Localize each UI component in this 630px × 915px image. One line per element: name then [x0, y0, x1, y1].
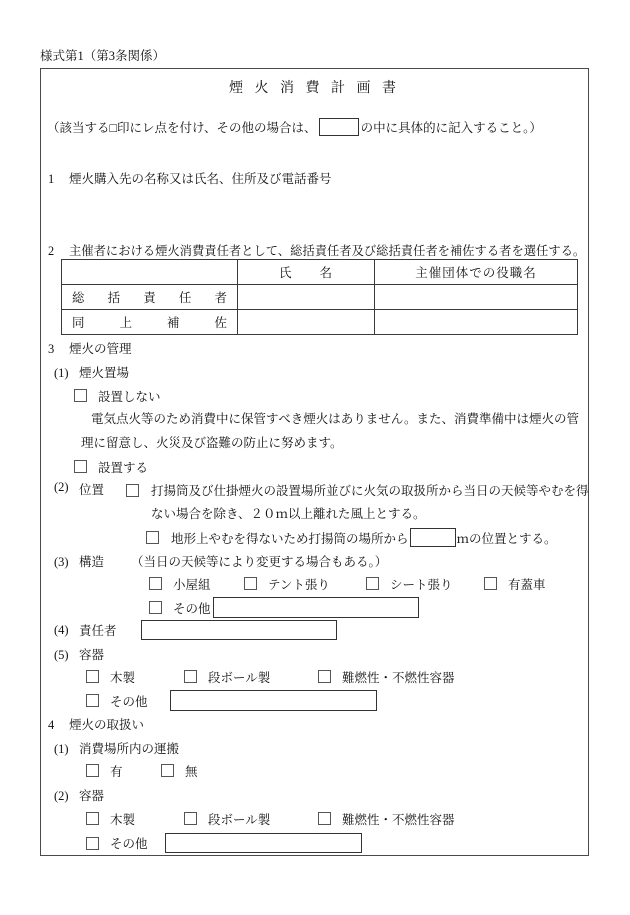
no-storage-option	[74, 387, 161, 405]
section-1-number: 1	[48, 172, 55, 186]
fill-instruction	[47, 118, 542, 136]
section-3-2-number: (2)	[54, 480, 69, 494]
container2-option-wood	[86, 810, 135, 828]
container-other-input-box-1[interactable]	[170, 690, 377, 711]
section-3-2-title: 位置	[79, 483, 105, 497]
chief-name-cell[interactable]	[238, 285, 375, 310]
instruction-text-after: の中に具体的に記入すること。）	[360, 121, 542, 135]
tent-checkbox[interactable]	[244, 577, 257, 590]
table-header-row	[62, 260, 578, 285]
hut-label: 小屋組	[173, 578, 211, 592]
section-4-1-number: (1)	[54, 742, 69, 756]
sheet-label: シート張り	[390, 578, 453, 592]
transport-no-label: 無	[185, 765, 198, 779]
section-1-title: 煙火購入先の名称又は氏名、住所及び電話番号	[69, 172, 332, 186]
form-border	[40, 68, 589, 856]
location-upwind-checkbox[interactable]	[126, 484, 139, 497]
flame-resistant-checkbox[interactable]	[318, 670, 331, 683]
transport-option-yes	[86, 762, 123, 780]
instruction-text-before: （該当する□印にレ点を付け、その他の場合は、	[47, 121, 317, 135]
transport-no-checkbox[interactable]	[161, 764, 174, 777]
section-3-heading	[48, 339, 132, 357]
section-4-1-title: 消費場所内の運搬	[79, 742, 180, 756]
container-other-row-1	[86, 690, 377, 711]
container-options-row-2	[41, 810, 588, 830]
transport-options-row	[41, 762, 588, 782]
structure-option-sheet	[366, 575, 453, 593]
storage-option	[74, 458, 148, 476]
container-other-label-2: その他	[110, 837, 148, 851]
transport-option-no	[161, 762, 198, 780]
row-label-assistant: 同上補佐	[62, 310, 238, 335]
distance-input-box[interactable]	[410, 528, 456, 547]
transport-yes-checkbox[interactable]	[86, 764, 99, 777]
structure-other-input-box[interactable]	[213, 597, 419, 618]
responsible-persons-table	[61, 259, 578, 335]
transport-yes-label: 有	[110, 765, 123, 779]
wood-label-2: 木製	[110, 813, 136, 827]
assistant-role-cell[interactable]	[375, 310, 578, 335]
container-other-checkbox-1[interactable]	[86, 694, 99, 707]
section-3-4-row	[54, 620, 337, 640]
document-title: 煙 火 消 費 計 画 書	[229, 81, 400, 96]
container-options-row-1	[41, 668, 588, 688]
container2-option-cardboard	[184, 810, 270, 828]
location-terrain-row	[146, 528, 557, 547]
section-3-3-heading	[54, 552, 387, 570]
section-3-5-heading	[54, 645, 104, 663]
flame-resistant-label: 難燃性・不燃性容器	[342, 671, 455, 685]
wood-label: 木製	[110, 671, 136, 685]
form-number-label: 様式第1（第3条関係）	[40, 49, 166, 63]
section-2-number: 2	[48, 244, 55, 258]
container-option-cardboard	[184, 668, 270, 686]
table-header-role: 主催団体での役職名	[375, 260, 578, 285]
table-row	[62, 310, 578, 335]
no-storage-checkbox[interactable]	[74, 389, 87, 402]
section-4-title: 煙火の取扱い	[69, 718, 145, 732]
container-other-input-box-2[interactable]	[165, 833, 362, 853]
section-4-2-heading	[54, 786, 104, 804]
section-4-2-title: 容器	[79, 789, 105, 803]
structure-options-row	[41, 575, 588, 595]
section-3-1-heading	[54, 363, 129, 381]
other-detail-inline-box[interactable]	[319, 118, 359, 136]
section-4-heading	[48, 715, 144, 733]
row-label-chief: 総括責任者	[62, 285, 238, 310]
section-4-number: 4	[48, 718, 55, 732]
cardboard-checkbox-2[interactable]	[184, 812, 197, 825]
structure-option-tent	[244, 575, 330, 593]
storage-checkbox[interactable]	[74, 460, 87, 473]
tent-label: テント張り	[268, 578, 330, 592]
section-3-1-title: 煙火置場	[79, 366, 130, 380]
location-terrain-text-after: ｍの位置とする。	[456, 531, 557, 546]
no-storage-label: 設置しない	[98, 390, 161, 404]
section-3-4-title: 責任者	[79, 624, 117, 638]
structure-other-row	[149, 597, 419, 618]
location-upwind-text: 打揚筒及び仕掛煙火の設置場所並びに火気の取扱所から当日の天候等やむを得ない場合を除き、２０ｍ以上離れた風上とする。	[151, 484, 589, 521]
container-other-checkbox-2[interactable]	[86, 837, 99, 850]
section-3-5-number: (5)	[54, 648, 69, 662]
covered-vehicle-label: 有蓋車	[508, 578, 546, 592]
section-3-title: 煙火の管理	[69, 342, 132, 356]
chief-role-cell[interactable]	[375, 285, 578, 310]
structure-other-checkbox[interactable]	[149, 601, 162, 614]
section-1-heading	[48, 169, 332, 187]
section-2-title: 主催者における煙火消費責任者として、総括責任者及び総括責任者を補佐する者を選任する。	[69, 244, 586, 258]
container-other-label-1: その他	[110, 694, 148, 709]
section-3-3-note: （当日の天候等により変更する場合もある。）	[131, 555, 388, 569]
structure-other-label: その他	[173, 601, 211, 616]
section-3-3-number: (3)	[54, 555, 69, 569]
storage-label: 設置する	[98, 461, 149, 475]
sheet-checkbox[interactable]	[366, 577, 379, 590]
cardboard-label-2: 段ボール製	[208, 813, 271, 827]
location-terrain-text-before: 地形上やむを得ないため打揚筒の場所から	[171, 531, 409, 546]
cardboard-checkbox[interactable]	[184, 670, 197, 683]
no-storage-note: 電気点火等のため消費中に保管すべき煙火はありません。また、消費準備中は煙火の管理に留意し、火災及び盗難の防止に努めます。	[81, 412, 580, 450]
cardboard-label: 段ボール製	[208, 671, 271, 685]
section-3-number: 3	[48, 342, 55, 356]
flame-resistant-checkbox-2[interactable]	[318, 812, 331, 825]
table-row	[62, 285, 578, 310]
section-3-5-title: 容器	[79, 648, 105, 662]
structure-option-covered-vehicle	[484, 575, 546, 593]
container2-option-flame-resistant	[318, 810, 455, 828]
container-other-row-2	[86, 833, 362, 853]
container-option-flame-resistant	[318, 668, 455, 686]
table-header-empty-cell	[62, 260, 238, 285]
section-3-1-number: (1)	[54, 366, 69, 380]
flame-resistant-label-2: 難燃性・不燃性容器	[342, 813, 455, 827]
hut-checkbox[interactable]	[149, 577, 162, 590]
wood-checkbox-2[interactable]	[86, 812, 99, 825]
container-option-wood	[86, 668, 135, 686]
table-header-name: 氏 名	[238, 260, 375, 285]
section-3-2-row	[54, 480, 591, 526]
assistant-name-cell[interactable]	[238, 310, 375, 335]
wood-checkbox[interactable]	[86, 670, 99, 683]
covered-vehicle-checkbox[interactable]	[484, 577, 497, 590]
section-3-3-title: 構造	[79, 555, 105, 569]
structure-option-hut	[149, 575, 211, 593]
section-4-1-heading	[54, 739, 179, 757]
section-4-2-number: (2)	[54, 789, 69, 803]
location-terrain-checkbox[interactable]	[146, 531, 159, 544]
section-3-4-number: (4)	[54, 622, 69, 637]
responsible-person-input-box[interactable]	[141, 620, 337, 640]
section-2-heading	[48, 241, 585, 259]
